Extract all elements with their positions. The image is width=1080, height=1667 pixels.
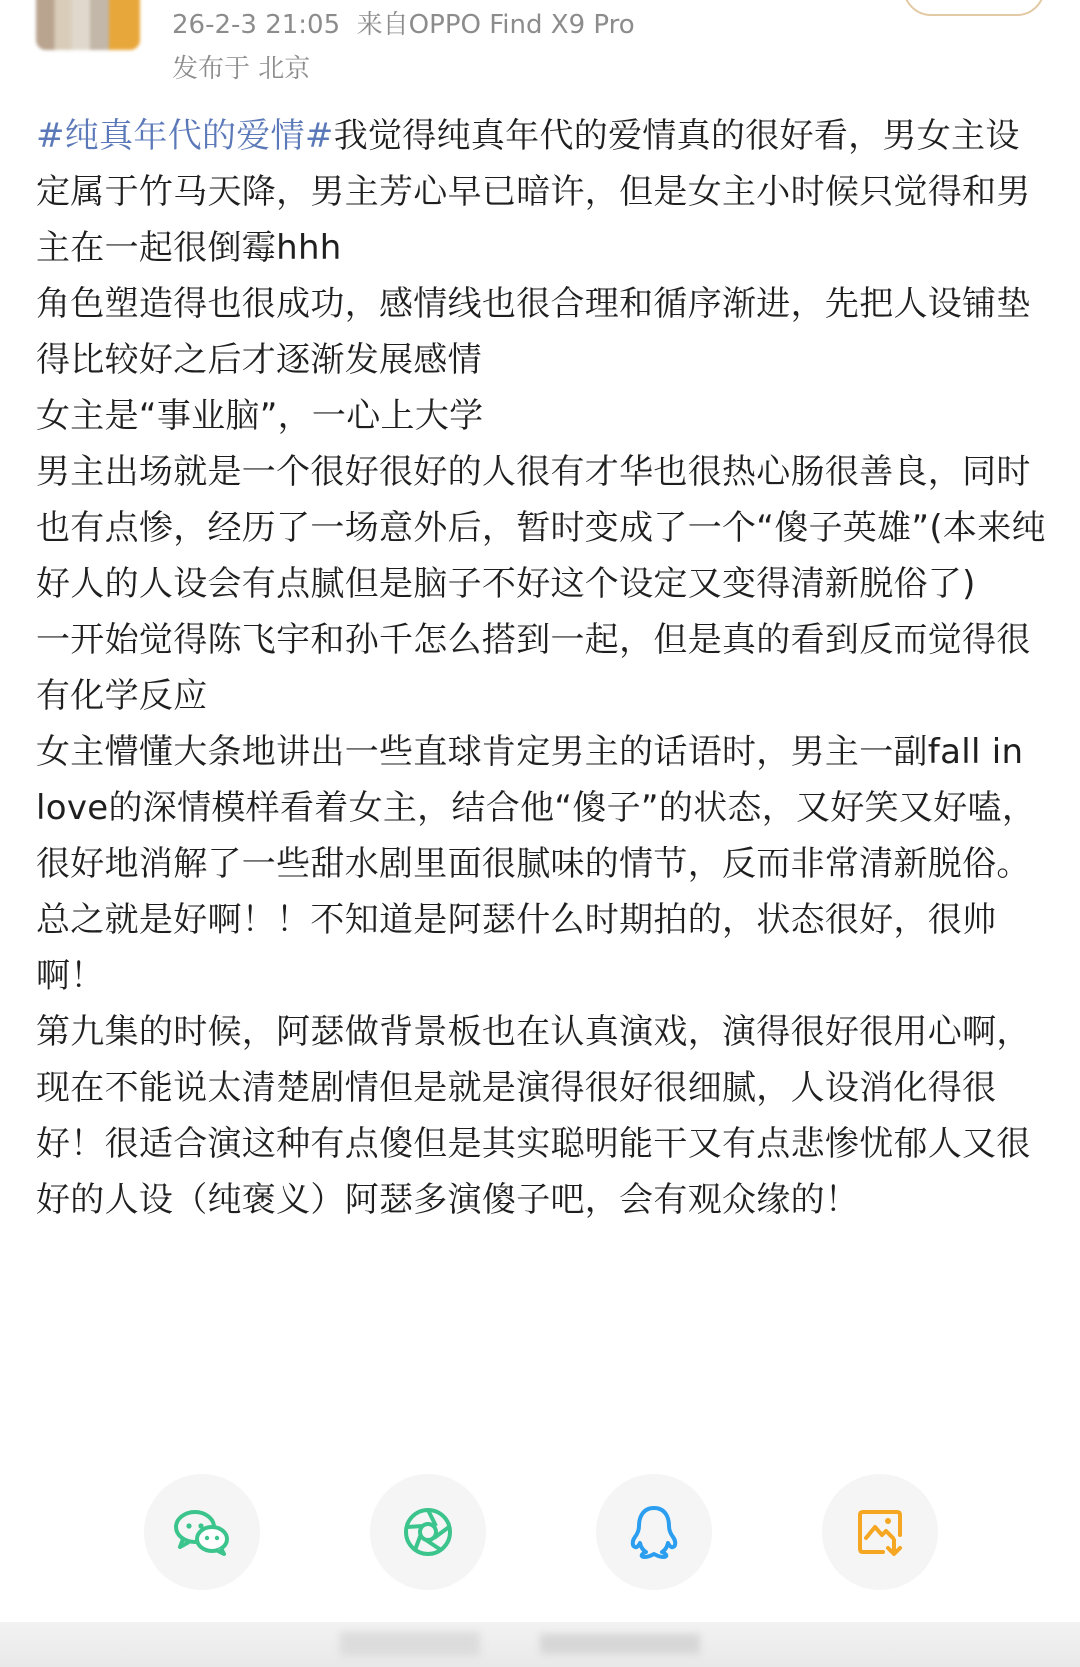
bottom-bar-blurred-content [540,1634,700,1654]
share-save-image-button[interactable] [822,1474,938,1590]
post-paragraph [36,108,1046,276]
location-prefix: 发布于 [172,54,251,84]
save-image-icon [855,1507,905,1557]
hashtag-link[interactable]: #纯真年代的爱情# [36,116,334,156]
moments-icon [401,1505,455,1559]
share-bar [0,1474,1080,1590]
follow-button[interactable] [903,0,1045,16]
share-moments-button[interactable] [370,1474,486,1590]
share-qq-button[interactable] [596,1474,712,1590]
qq-icon [629,1504,679,1560]
source-prefix: 来自 [356,10,409,40]
post-paragraph: 第九集的时候，阿瑟做背景板也在认真演戏，演得很好很用心啊，现在不能说太清楚剧情但是就是演得很好很细腻，人设消化得很好！很适合演这种有点傻但是其实聪明能干又有点悲惨忧郁人又很好的人设（纯褒义）阿瑟多演傻子吧，会有观众缘的！ [36,1012,1031,1220]
paragraph-text: 我觉得纯真年代的爱情真的很好看，男女主设定属于竹马天降，男主芳心早已暗许，但是女主小时候只觉得和男主在一起很倒霉hhh [36,116,1031,268]
wechat-icon [173,1507,231,1557]
avatar[interactable] [36,0,140,50]
share-wechat-button[interactable] [144,1474,260,1590]
post-paragraph: 女主是“事业脑”，一心上大学 [36,396,484,436]
post-paragraph: 角色塑造得也很成功，感情线也很合理和循序渐进，先把人设铺垫得比较好之后才逐渐发展感情 [36,284,1031,380]
bottom-bar [0,1622,1080,1667]
post-paragraph: 一开始觉得陈飞宇和孙千怎么搭到一起，但是真的看到反而觉得很有化学反应 [36,620,1031,716]
post-timestamp: 26-2-3 21:05 [172,10,341,40]
location-value: 北京 [258,54,311,84]
post-paragraph: 女主懵懂大条地讲出一些直球肯定男主的话语时，男主一副fall in love的深情模样看着女主，结合他“傻子”的状态，又好笑又好嗑，很好地消解了一些甜水剧里面很腻味的情节，反而非常清新脱俗。 [36,732,1037,884]
post-location [172,48,310,85]
post-body [36,108,1046,1228]
source-device: OPPO Find X9 Pro [408,10,635,40]
post-meta [172,4,635,41]
bottom-bar-blurred-content [340,1632,480,1656]
post-paragraph: 总之就是好啊！！不知道是阿瑟什么时期拍的，状态很好，很帅啊！ [36,900,997,996]
post-paragraph: 男主出场就是一个很好很好的人很有才华也很热心肠很善良，同时也有点惨，经历了一场意外后，暂时变成了一个“傻子英雄”(本来纯好人的人设会有点腻但是脑子不好这个设定又变得清新脱俗了) [36,452,1046,604]
